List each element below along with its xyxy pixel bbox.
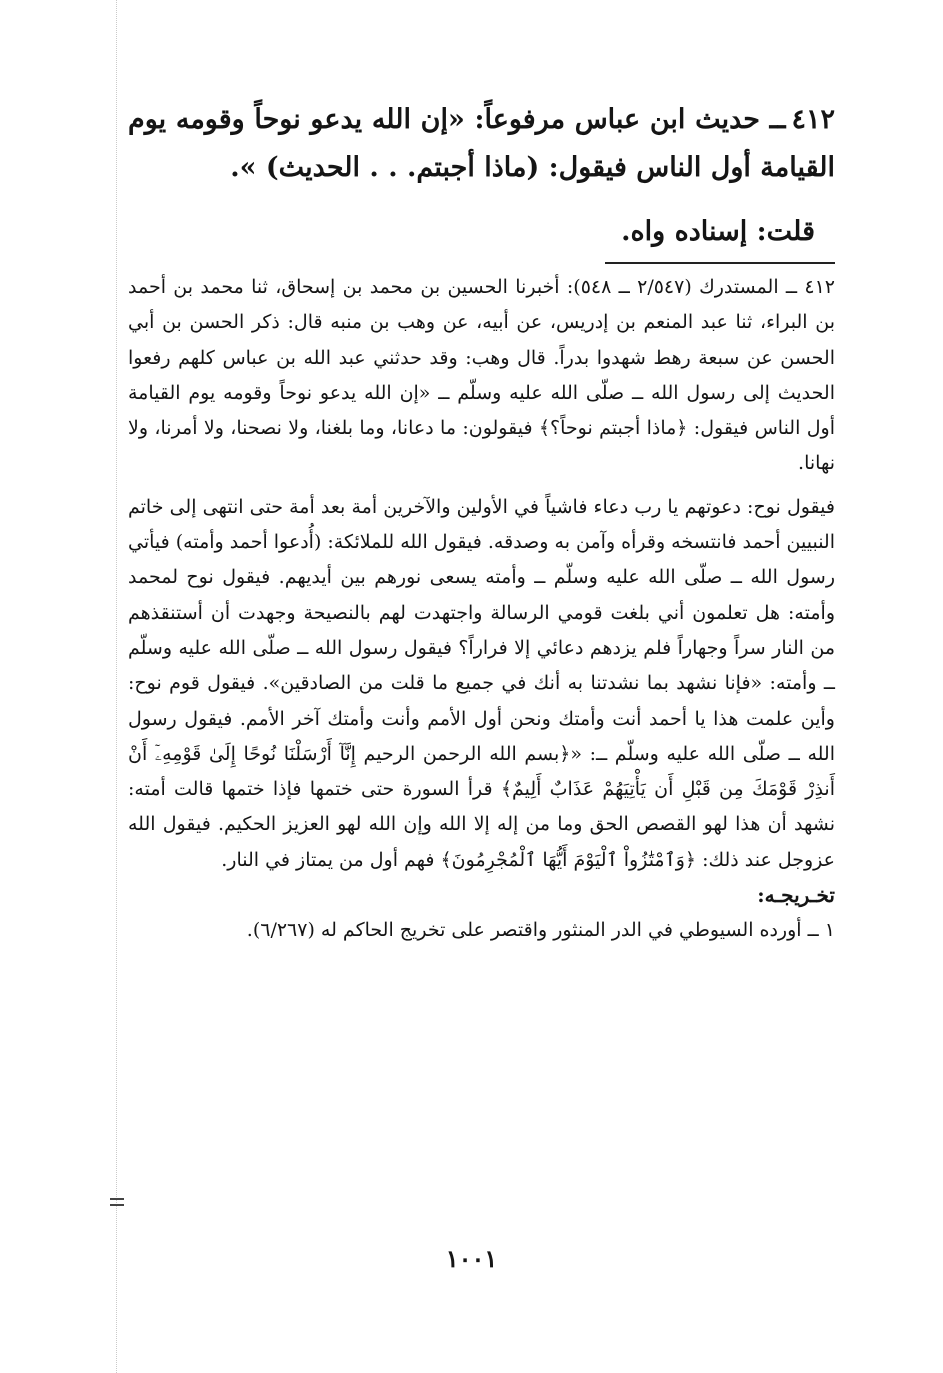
footnotes	[128, 270, 835, 949]
hadith-text: ــ حديث ابن عباس مرفوعاً: «إن الله يدعو نوحاً وقومه يوم القيامة أول الناس فيقول: (ماذا أجبتم. . . الحديث) ».	[128, 104, 835, 183]
verdict: قلت: إسناده واه.	[621, 216, 815, 247]
footnote-separator	[605, 262, 835, 264]
note-number: ٤١٢	[804, 276, 835, 298]
note-paragraph-2: فيقول نوح: دعوتهم يا رب دعاء فاشياً في الأولين والآخرين أمة بعد أمة حتى انتهى إلى خاتم النبيين أحمد فانتسخه وقرأه وآمن به وصدقه. فيقول الله للملائكة: (أُدعوا أحمد وأمته) فيأتي رسول الله ــ صلّى الله عليه وسلّم ــ وأمته يسعى نورهم بين أيديهم. فيقول نوح لمحمد وأمته: هل تعلمون أني بلغت قومي الرسالة واجتهدت لهم بالنصيحة وجهدت أن أستنقذهم من النار سراً وجهاراً فلم يزدهم دعائي إلا فراراً؟ فيقول رسول الله ــ صلّى الله عليه وسلّم ــ وأمته: «فإنا نشهد بما نشدتنا به أنك في جميع ما قلت من الصادقين». فيقول قوم نوح: وأين علمت هذا يا أحمد أنت وأمتك ونحن أول الأمم وأنت وأمتك آخر الأمم. فيقول رسول الله ــ صلّى الله عليه وسلّم ــ: «﴿بسم الله الرحمن الرحيم إِنَّآ أَرْسَلْنَا نُوحًا إِلَىٰ قَوْمِهِۦٓ أَنْ أَنذِرْ قَوْمَكَ مِن قَبْلِ أَن يَأْتِيَهُمْ عَذَابٌ أَلِيمٌ﴾ قرأ السورة حتى ختمها فإذا ختمها قالت أمته: نشهد أن هذا لهو القصص الحق وما من إله إلا الله وإن الله لهو العزيز الحكيم. فيقول الله عزوجل عند ذلك: ﴿وَٱمْتَٰزُواْ ٱلْيَوْمَ أَيُّهَا ٱلْمُجْرِمُونَ﴾ فهم أول من يمتاز في النار.	[127, 495, 835, 871]
takhrij-heading: تخـريجـه:	[757, 883, 835, 908]
margin-mark	[110, 1198, 124, 1206]
binding-margin-line	[116, 0, 117, 1373]
main-text	[128, 96, 835, 256]
note-paragraph-1	[128, 270, 835, 482]
page-number: ١٠٠١	[445, 1244, 498, 1273]
hadith-number: ٤١٢	[791, 104, 835, 135]
hadith-entry	[128, 96, 835, 192]
takhrij-item-1: ١ ــ أورده السيوطي في الدر المنثور واقتصر على تخريج الحاكم له (٦/٢٦٧).	[246, 919, 835, 942]
note-paragraph-1-text: ــ المستدرك (٢/٥٤٧ ــ ٥٤٨): أخبرنا الحسين بن محمد بن إسحاق، ثنا محمد بن أحمد بن البراء، ثنا عبد المنعم بن إدريس، عن أبيه، عن وهب بن منبه قال: ذكر الحسن بن أبي الحسن عن سبعة رهط شهدوا بدراً. قال وهب: وقد حدثني عبد الله بن عباس كلهم رفعوا الحديث إلى رسول الله ــ صلّى الله عليه وسلّم ــ «إن الله يدعو نوحاً وقومه يوم القيامة أول الناس فيقول: ﴿ماذا أجبتم نوحاً؟﴾ فيقولون: ما دعانا، وما بلغنا، ولا نصحنا، ولا أمرنا، ولا نهانا.	[128, 276, 835, 475]
